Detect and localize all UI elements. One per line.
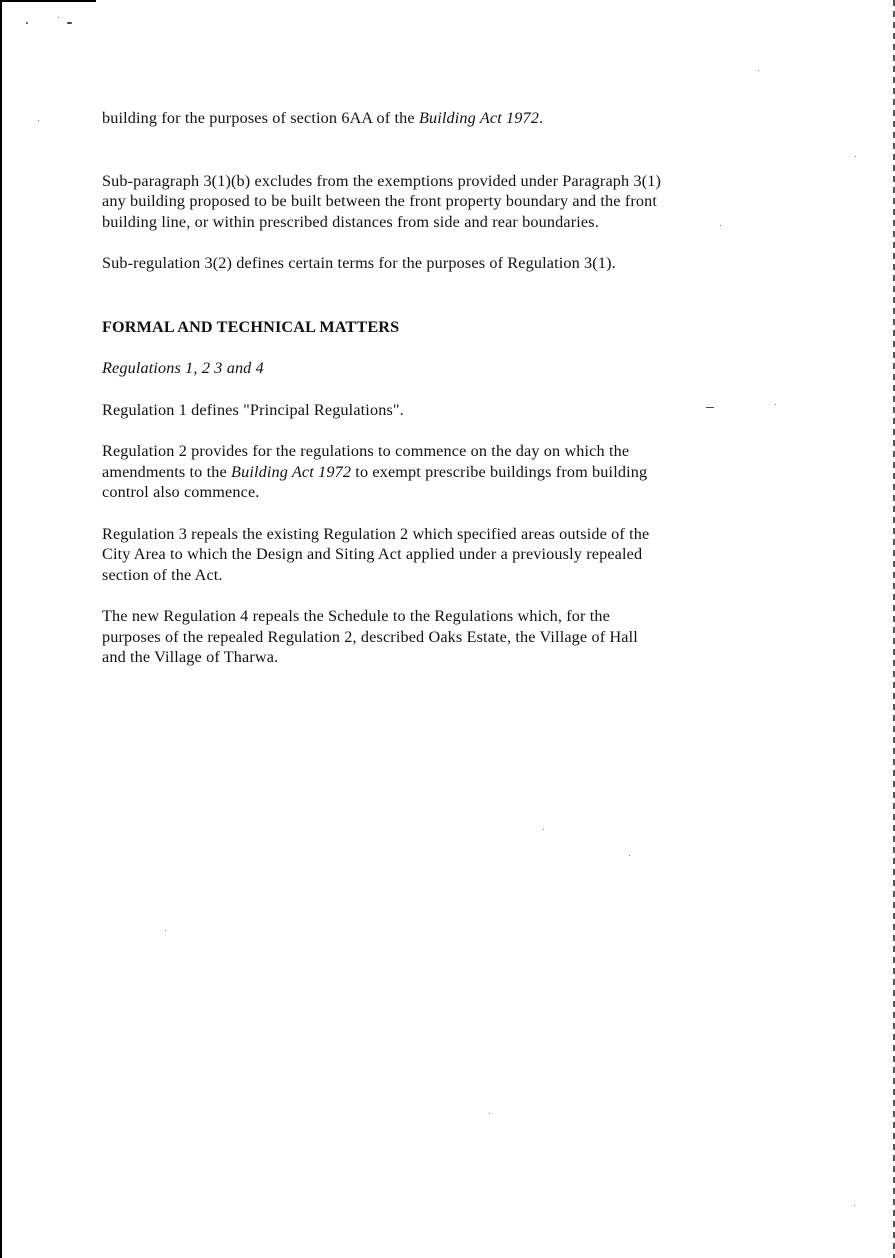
act-title: Building Act 1972 — [418, 109, 540, 127]
paragraph-line: Regulation 3 repeals the existing Regulation 2 which specified areas outside of the — [102, 524, 650, 543]
scan-speck — [543, 829, 544, 830]
paragraph-line: City Area to which the Design and Siting Act applied under a previously repealed — [102, 545, 643, 563]
paragraph-regulation-1: Regulation 1 defines "Principal Regulations". — [102, 400, 404, 419]
paragraph-line: Sub-paragraph 3(1)(b) excludes from the exemptions provided under Paragraph 3(1) — [102, 171, 662, 190]
paragraph-intro-text: building for the purposes of section 6AA of the — [102, 109, 419, 127]
paragraph-line: section of the Act. — [102, 565, 223, 584]
scan-speck — [629, 855, 630, 856]
paragraph-regulation-4 — [102, 606, 782, 668]
paragraph-line: any building proposed to be built between the front property boundary and the front — [102, 192, 658, 210]
scan-speck — [67, 22, 72, 24]
scan-edge-top — [0, 0, 96, 2]
paragraph-line-start: amendments to the — [102, 462, 232, 481]
scan-edge-left — [0, 0, 2, 1258]
scan-speck — [165, 930, 166, 931]
section-subheading: Regulations 1, 2 3 and 4 — [102, 359, 264, 377]
paragraph-line: purposes of the repealed Regulation 2, described Oaks Estate, the Village of Hall — [102, 627, 638, 646]
section-heading: FORMAL AND TECHNICAL MATTERS — [102, 317, 400, 336]
paragraph-subregulation: Sub-regulation 3(2) defines certain terms for the purposes of Regulation 3(1). — [102, 254, 616, 272]
scan-speck — [854, 1205, 855, 1206]
paragraph-line: control also commence. — [102, 483, 260, 501]
paragraph-line: Regulation 2 provides for the regulations to commence on the day on which the — [102, 442, 630, 460]
paragraph-regulation-2 — [102, 441, 782, 503]
scan-speck — [855, 156, 856, 157]
paragraph-intro-end: . — [539, 109, 544, 127]
paragraph-line: The new Regulation 4 repeals the Schedule to the Regulations which, for the — [102, 607, 610, 625]
document-body — [102, 108, 782, 668]
paragraph-line — [102, 462, 782, 483]
scan-speck — [26, 22, 28, 24]
paragraph-line-end: to exempt prescribe buildings from building — [351, 462, 648, 481]
paragraph-regulation-3 — [102, 524, 782, 586]
paragraph-line: and the Village of Tharwa. — [102, 648, 279, 666]
scan-speck — [758, 70, 759, 71]
scan-speck — [489, 1113, 490, 1114]
paragraph-line: building line, or within prescribed distances from side and rear boundaries. — [102, 212, 599, 231]
paragraph-subparagraph — [102, 171, 782, 233]
scan-speck — [58, 17, 59, 18]
scan-speck — [38, 120, 39, 121]
paragraph-intro — [102, 108, 782, 129]
act-title: Building Act 1972 — [231, 462, 352, 481]
